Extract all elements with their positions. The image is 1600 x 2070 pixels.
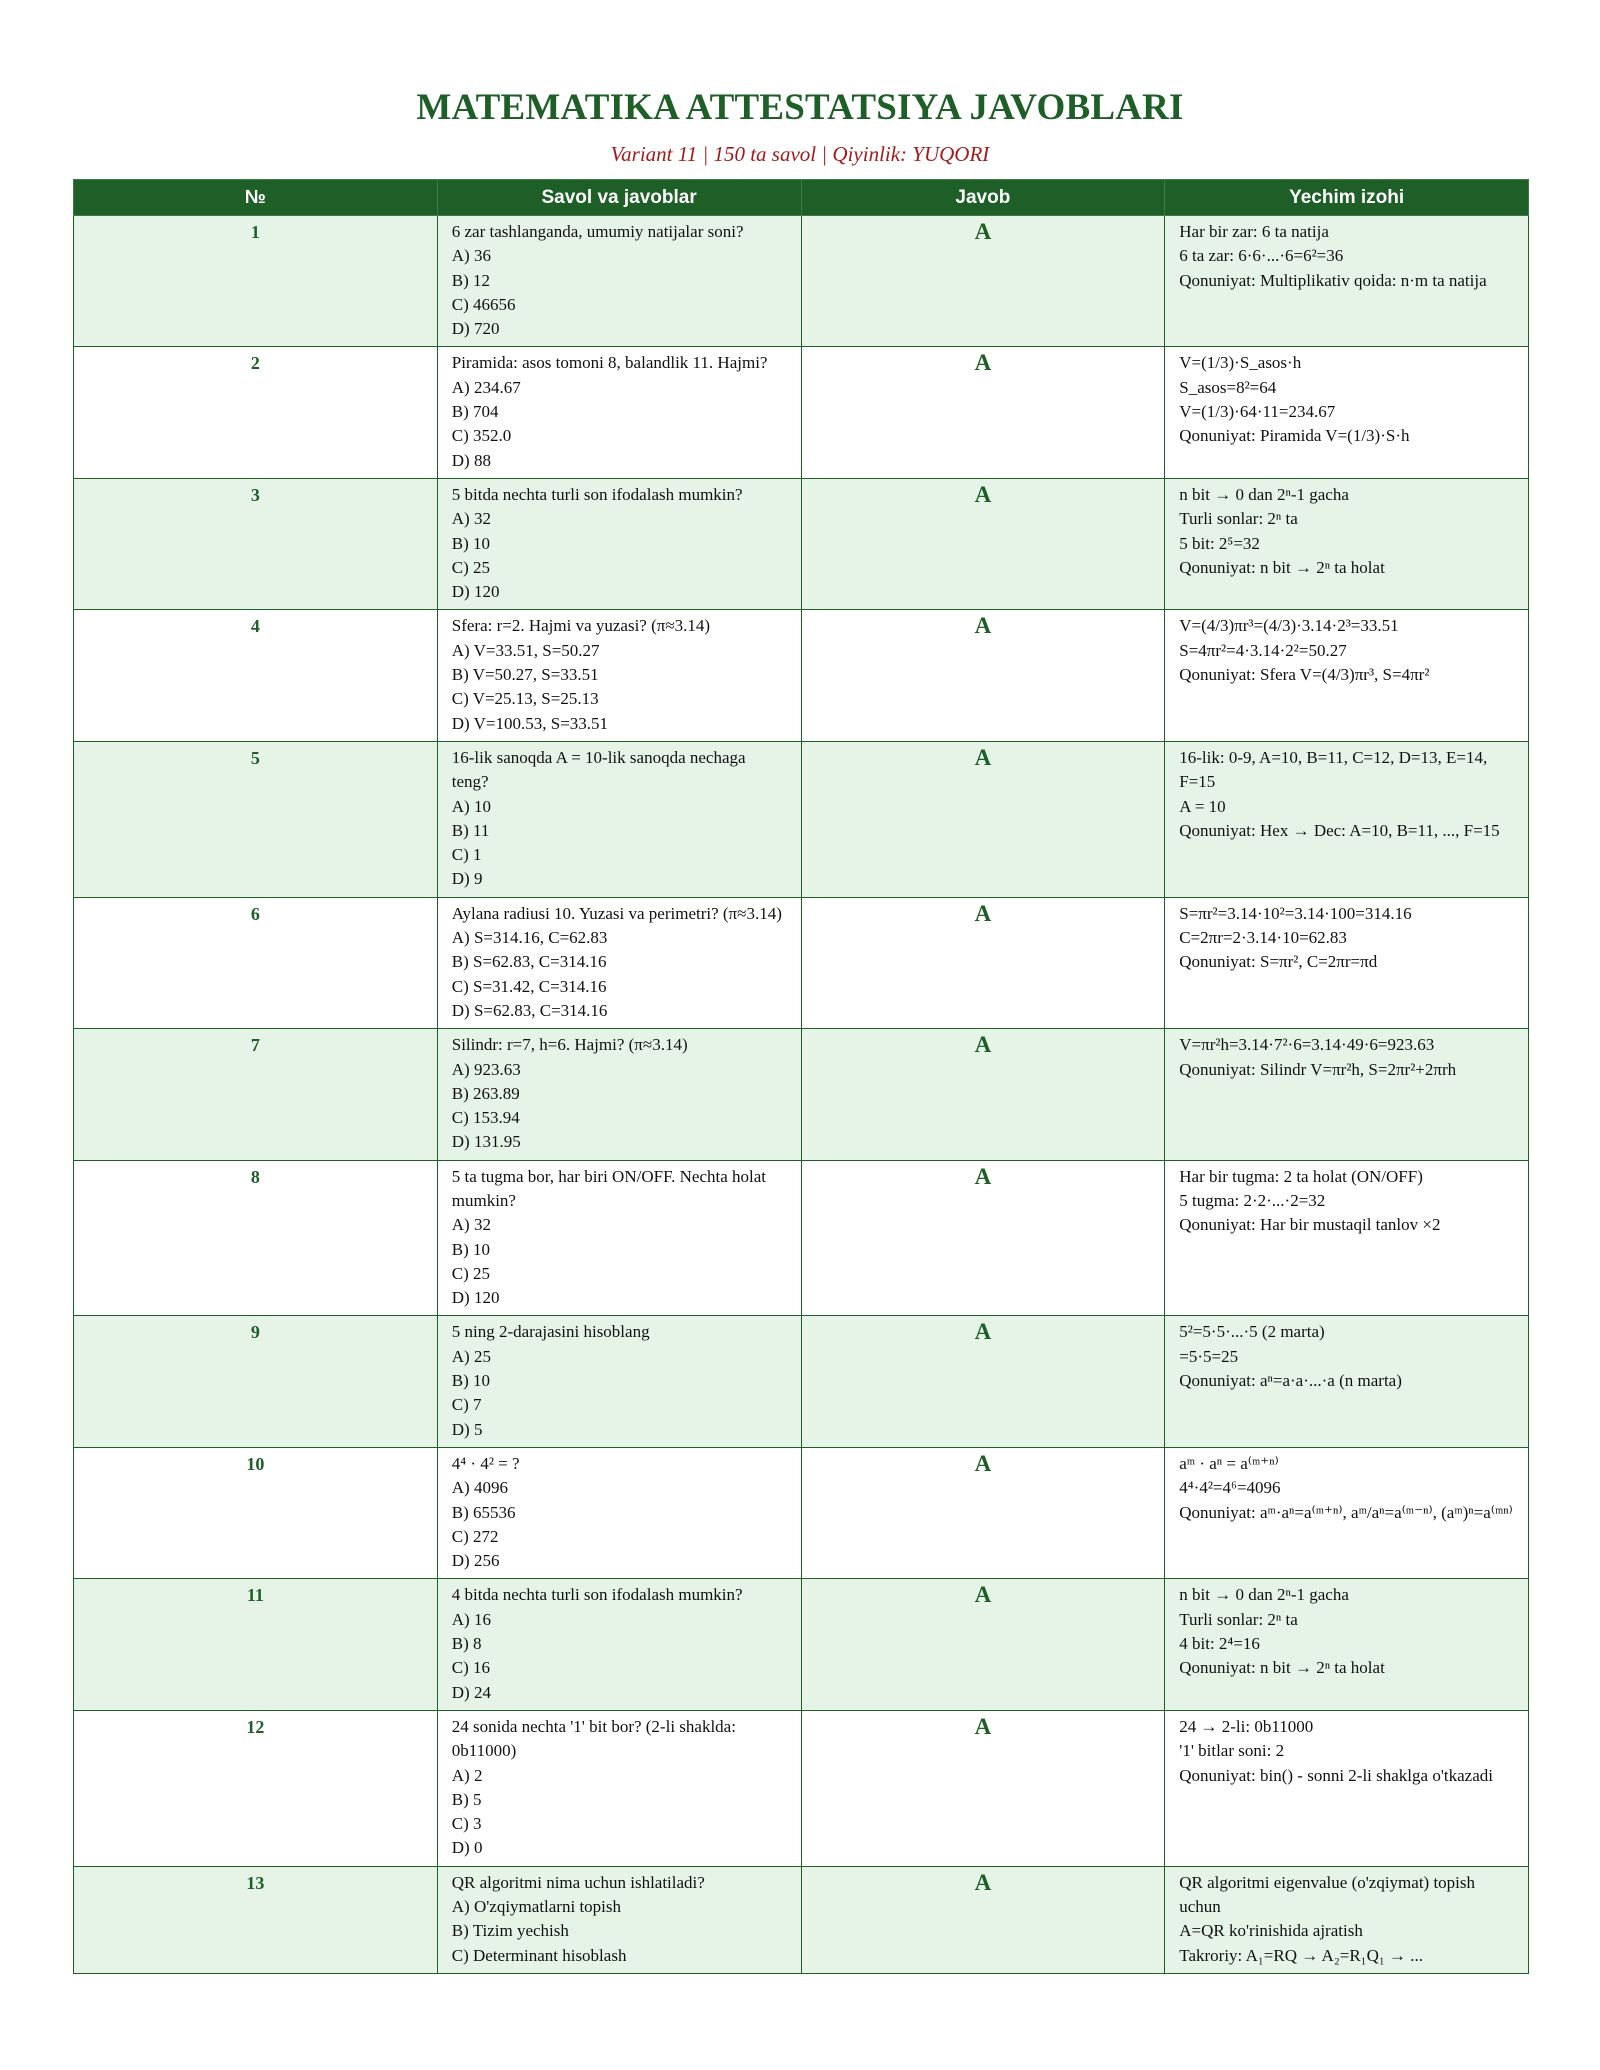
correct-answer: A <box>801 1447 1165 1578</box>
explanation-line: 5 tugma: 2·2·...·2=32 <box>1179 1190 1326 1210</box>
answers-table <box>73 179 1529 1974</box>
explanation-line: V=(4/3)πr³=(4/3)·3.14·2³=33.51 <box>1179 616 1399 636</box>
explanation-line: Qonuniyat: aⁿ=a·a·...·a (n marta) <box>1179 1371 1402 1391</box>
question-text: Silindr: r=7, h=6. Hajmi? (π≈3.14) <box>451 1035 688 1055</box>
question-cell <box>437 1029 801 1160</box>
explanation-cell <box>1165 1447 1529 1578</box>
answer-option: A) 36 <box>451 246 491 266</box>
explanation-cell <box>1165 741 1529 897</box>
explanation-cell <box>1165 478 1529 609</box>
correct-answer: A <box>801 1160 1165 1316</box>
table-row <box>74 1447 1529 1578</box>
explanation-line: V=(1/3)·S_asos·h <box>1179 353 1302 373</box>
explanation-line: Qonuniyat: Har bir mustaqil tanlov ×2 <box>1179 1215 1441 1235</box>
answer-option: A) 16 <box>451 1609 491 1629</box>
question-number: 12 <box>74 1710 438 1866</box>
explanation-line: Qonuniyat: Silindr V=πr²h, S=2πr²+2πrh <box>1179 1059 1457 1079</box>
answer-option: C) 46656 <box>451 294 516 314</box>
correct-answer: A <box>801 347 1165 478</box>
table-row <box>74 1579 1529 1710</box>
explanation-line: 4⁴·4²=4⁶=4096 <box>1179 1478 1281 1498</box>
question-text: Aylana radiusi 10. Yuzasi va perimetri? (π≈3.14) <box>451 903 782 923</box>
explanation-line: S=πr²=3.14·10²=3.14·100=314.16 <box>1179 903 1412 923</box>
table-row <box>74 1316 1529 1447</box>
question-cell <box>437 478 801 609</box>
answer-option: C) 352.0 <box>451 426 512 446</box>
table-body <box>74 216 1529 1974</box>
table-row <box>74 1160 1529 1316</box>
answer-option: A) 32 <box>451 509 491 529</box>
correct-answer: A <box>801 1710 1165 1866</box>
explanation-cell <box>1165 1316 1529 1447</box>
page-title: MATEMATIKA ATTESTATSIYA JAVOBLARI <box>416 87 1184 128</box>
explanation-cell <box>1165 1710 1529 1866</box>
question-text: 6 zar tashlanganda, umumiy natijalar soni? <box>451 222 744 241</box>
question-text: Sfera: r=2. Hajmi va yuzasi? (π≈3.14) <box>451 616 711 636</box>
answer-option: A) S=314.16, C=62.83 <box>451 928 608 948</box>
explanation-line: Turli sonlar: 2ⁿ ta <box>1179 1609 1298 1629</box>
explanation-line: =5·5=25 <box>1179 1346 1239 1366</box>
answer-option: C) V=25.13, S=25.13 <box>451 689 599 709</box>
question-text: 4⁴ · 4² = ? <box>451 1453 520 1473</box>
explanation-line: 6 ta zar: 6·6·...·6=6²=36 <box>1179 246 1344 266</box>
explanation-line: Har bir tugma: 2 ta holat (ON/OFF) <box>1179 1166 1423 1186</box>
answer-option: C) 16 <box>451 1658 490 1678</box>
explanation-line: S=4πr²=4·3.14·2²=50.27 <box>1179 640 1347 660</box>
answer-option: B) V=50.27, S=33.51 <box>451 665 599 685</box>
explanation-cell <box>1165 1160 1529 1316</box>
question-number: 2 <box>74 347 438 478</box>
question-text: QR algoritmi nima uchun ishlatiladi? <box>451 1872 705 1892</box>
answer-option: B) 10 <box>451 533 490 553</box>
table-header-row <box>74 180 1529 216</box>
header-number: № <box>74 180 438 216</box>
explanation-line: A = 10 <box>1179 796 1226 816</box>
answer-option: C) 25 <box>451 557 490 577</box>
correct-answer: A <box>801 610 1165 741</box>
answer-option: B) S=62.83, C=314.16 <box>451 952 607 972</box>
explanation-line: V=πr²h=3.14·7²·6=3.14·49·6=923.63 <box>1179 1035 1435 1055</box>
question-number: 5 <box>74 741 438 897</box>
correct-answer: A <box>801 216 1165 347</box>
explanation-cell <box>1165 1579 1529 1710</box>
correct-answer: A <box>801 897 1165 1028</box>
answer-option: D) 256 <box>451 1551 500 1571</box>
explanation-line: Har bir zar: 6 ta natija <box>1179 222 1329 241</box>
explanation-line: '1' bitlar soni: 2 <box>1179 1741 1285 1761</box>
header-answer: Javob <box>801 180 1165 216</box>
correct-answer: A <box>801 1029 1165 1160</box>
question-cell <box>437 610 801 741</box>
answer-option: C) 3 <box>451 1814 482 1834</box>
answer-option: B) 11 <box>451 820 490 840</box>
question-cell <box>437 897 801 1028</box>
question-text: 5 ta tugma bor, har biri ON/OFF. Nechta holat mumkin? <box>451 1166 767 1210</box>
answer-option: D) 9 <box>451 869 483 889</box>
explanation-line: Qonuniyat: n bit → 2ⁿ ta holat <box>1179 1658 1385 1678</box>
answer-option: C) 272 <box>451 1526 499 1546</box>
table-row <box>74 216 1529 347</box>
answer-option: C) 153.94 <box>451 1108 520 1128</box>
question-cell <box>437 1866 801 1973</box>
question-cell <box>437 347 801 478</box>
explanation-line: n bit → 0 dan 2ⁿ-1 gacha <box>1179 484 1349 504</box>
question-text: Piramida: asos tomoni 8, balandlik 11. Hajmi? <box>451 353 768 373</box>
explanation-line: A=QR ko'rinishida ajratish <box>1179 1921 1363 1941</box>
header-explanation: Yechim izohi <box>1165 180 1529 216</box>
answer-option: D) 88 <box>451 450 491 470</box>
question-number: 4 <box>74 610 438 741</box>
question-cell <box>437 216 801 347</box>
explanation-line: Qonuniyat: Sfera V=(4/3)πr³, S=4πr² <box>1179 665 1430 685</box>
answer-option: A) 25 <box>451 1346 491 1366</box>
answer-option: A) 32 <box>451 1215 491 1235</box>
answer-option: B) 8 <box>451 1634 482 1654</box>
answer-option: D) 120 <box>451 582 500 602</box>
question-cell <box>437 1160 801 1316</box>
answer-option: A) 923.63 <box>451 1059 521 1079</box>
answer-option: B) 12 <box>451 270 490 290</box>
table-row <box>74 1710 1529 1866</box>
answer-option: A) O'zqiymatlarni topish <box>451 1897 622 1916</box>
question-text: 4 bitda nechta turli son ifodalash mumkin? <box>451 1585 743 1605</box>
answer-option: D) 0 <box>451 1838 483 1858</box>
answer-option: D) 24 <box>451 1682 491 1702</box>
page-subtitle: Variant 11 | 150 ta savol | Qiyinlik: YUQORI <box>610 142 990 166</box>
explanation-line: Qonuniyat: n bit → 2ⁿ ta holat <box>1179 557 1385 577</box>
question-text: 5 bitda nechta turli son ifodalash mumkin? <box>451 484 743 504</box>
answer-option: A) V=33.51, S=50.27 <box>451 640 600 660</box>
question-number: 10 <box>74 1447 438 1578</box>
answer-option: B) 704 <box>451 402 499 422</box>
explanation-line: C=2πr=2·3.14·10=62.83 <box>1179 928 1347 948</box>
explanation-line: 5²=5·5·...·5 (2 marta) <box>1179 1322 1325 1342</box>
answer-option: A) 10 <box>451 796 491 816</box>
explanation-line: 4 bit: 2⁴=16 <box>1179 1634 1260 1654</box>
header-question: Savol va javoblar <box>437 180 801 216</box>
answer-option: B) 10 <box>451 1371 490 1391</box>
explanation-cell <box>1165 610 1529 741</box>
explanation-line: 24 → 2-li: 0b11000 <box>1179 1716 1314 1736</box>
answer-option: C) Determinant hisoblash <box>451 1945 627 1965</box>
question-text: 24 sonida nechta '1' bit bor? (2-li shaklda: 0b11000) <box>451 1716 736 1761</box>
question-number: 3 <box>74 478 438 609</box>
correct-answer: A <box>801 1866 1165 1973</box>
question-number: 13 <box>74 1866 438 1973</box>
answer-option: A) 234.67 <box>451 377 521 397</box>
question-number: 8 <box>74 1160 438 1316</box>
answer-option: D) 720 <box>451 319 500 339</box>
question-text: 5 ning 2-darajasini hisoblang <box>451 1322 650 1342</box>
explanation-line: 16-lik: 0-9, A=10, B=11, C=12, D=13, E=14, F=15 <box>1179 747 1488 792</box>
explanation-line: QR algoritmi eigenvalue (o'zqiymat) topish uchun <box>1179 1872 1476 1916</box>
question-cell <box>437 741 801 897</box>
explanation-line: Qonuniyat: Hex → Dec: A=10, B=11, ..., F=15 <box>1179 820 1500 840</box>
table-row <box>74 347 1529 478</box>
question-cell <box>437 1447 801 1578</box>
correct-answer: A <box>801 1316 1165 1447</box>
answer-option: D) 120 <box>451 1288 500 1308</box>
question-cell <box>437 1710 801 1866</box>
explanation-line: Turli sonlar: 2ⁿ ta <box>1179 509 1298 529</box>
explanation-line: Qonuniyat: aᵐ·aⁿ=a⁽ᵐ⁺ⁿ⁾, aᵐ/aⁿ=a⁽ᵐ⁻ⁿ⁾, (aᵐ)ⁿ=a⁽ᵐⁿ⁾ <box>1179 1502 1513 1522</box>
explanation-line: V=(1/3)·64·11=234.67 <box>1179 402 1336 422</box>
question-number: 9 <box>74 1316 438 1447</box>
explanation-line: Qonuniyat: Multiplikativ qoida: n·m ta natija <box>1179 270 1487 290</box>
answer-option: B) 10 <box>451 1239 490 1259</box>
explanation-line: Qonuniyat: S=πr², C=2πr=πd <box>1179 952 1378 972</box>
explanation-line: Qonuniyat: Piramida V=(1/3)·S·h <box>1179 426 1410 446</box>
answer-option: A) 4096 <box>451 1478 508 1498</box>
table-row <box>74 741 1529 897</box>
answer-option: A) 2 <box>451 1765 483 1785</box>
correct-answer: A <box>801 741 1165 897</box>
explanation-line: S_asos=8²=64 <box>1179 377 1277 397</box>
question-number: 1 <box>74 216 438 347</box>
answer-option: D) 131.95 <box>451 1132 521 1152</box>
answer-option: C) 7 <box>451 1395 482 1415</box>
question-number: 6 <box>74 897 438 1028</box>
explanation-line: Qonuniyat: bin() - sonni 2-li shaklga o'tkazadi <box>1179 1765 1493 1785</box>
explanation-cell <box>1165 1029 1529 1160</box>
question-cell <box>437 1316 801 1447</box>
answer-option: C) 25 <box>451 1263 490 1283</box>
table-row <box>74 1029 1529 1160</box>
table-row <box>74 897 1529 1028</box>
answer-option: B) 263.89 <box>451 1083 520 1103</box>
answer-option: D) 5 <box>451 1419 483 1439</box>
answer-option: D) S=62.83, C=314.16 <box>451 1000 608 1020</box>
explanation-cell <box>1165 1866 1529 1973</box>
answer-option: D) V=100.53, S=33.51 <box>451 713 609 733</box>
correct-answer: A <box>801 478 1165 609</box>
explanation-cell <box>1165 897 1529 1028</box>
explanation-line: n bit → 0 dan 2ⁿ-1 gacha <box>1179 1585 1349 1605</box>
correct-answer: A <box>801 1579 1165 1710</box>
answer-option: C) 1 <box>451 845 482 865</box>
table-row <box>74 610 1529 741</box>
table-row <box>74 478 1529 609</box>
table-row <box>74 1866 1529 1973</box>
question-cell <box>437 1579 801 1710</box>
question-number: 11 <box>74 1579 438 1710</box>
answer-option: B) Tizim yechish <box>451 1921 569 1941</box>
explanation-cell <box>1165 216 1529 347</box>
explanation-line: Takroriy: A₁=RQ → A₂=R₁Q₁ → ... <box>1179 1945 1424 1965</box>
explanation-cell <box>1165 347 1529 478</box>
explanation-line: 5 bit: 2⁵=32 <box>1179 533 1260 553</box>
explanation-line: aᵐ · aⁿ = a⁽ᵐ⁺ⁿ⁾ <box>1179 1453 1279 1473</box>
question-text: 16-lik sanoqda A = 10-lik sanoqda nechaga teng? <box>451 747 746 792</box>
answer-option: C) S=31.42, C=314.16 <box>451 976 607 996</box>
question-number: 7 <box>74 1029 438 1160</box>
answer-option: B) 65536 <box>451 1502 516 1522</box>
answer-option: B) 5 <box>451 1789 482 1809</box>
